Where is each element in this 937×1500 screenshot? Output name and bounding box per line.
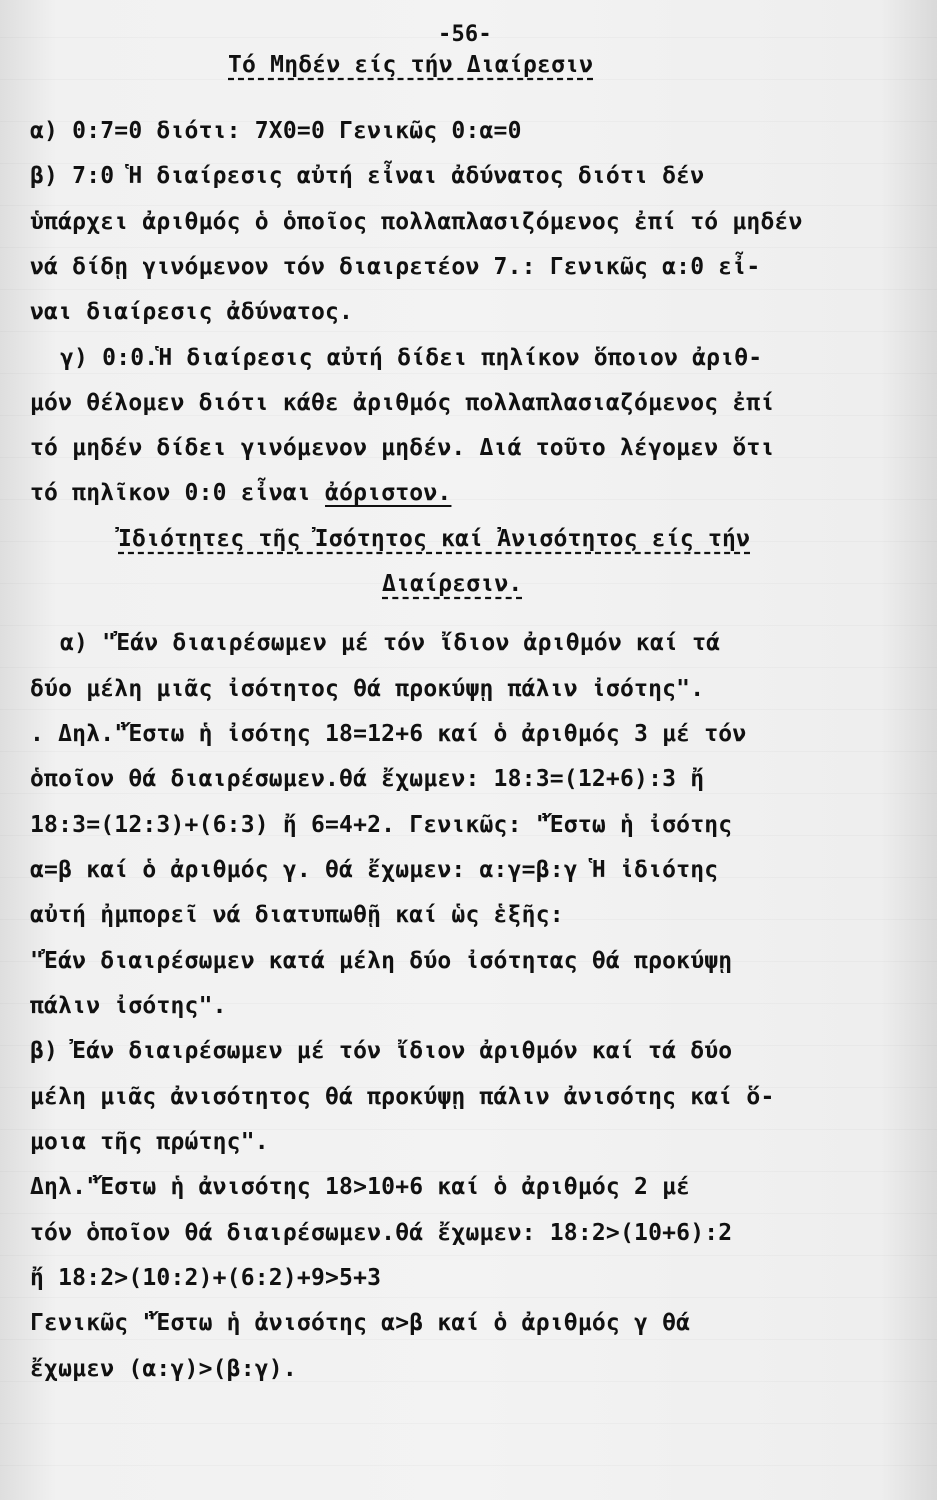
property-a-line: 18:3=(12:3)+(6:3) ἤ 6=4+2. Γενικῶς: "Ἔστω ἡ ἰσότης	[30, 812, 733, 838]
section-c-line: γ) 0:0.Ἡ διαίρεσις αὐτή δίδει πηλίκον ὅποιον ἀριθ-	[60, 345, 763, 371]
section-b-line: ναι διαίρεσις ἀδύνατος.	[30, 299, 354, 325]
property-a-line: . Δηλ."Ἔστω ἡ ἰσότης 18=12+6 καί ὁ ἀριθμός 3 μέ τόν	[30, 721, 747, 747]
property-a-line: πάλιν ἰσότης".	[30, 993, 227, 1019]
section-b-line: νά δίδῃ γινόμενον τόν διαιρετέον 7.: Γενικῶς α:0 εἶ-	[30, 254, 761, 280]
section-b-line: ὑπάρχει ἀριθμός ὁ ὁποῖος πολλαπλασιζόμενος ἐπί τό μηδέν	[30, 209, 803, 235]
property-a-line: αὐτή ἠμπορεῖ νά διατυπωθῇ καί ὡς ἑξῆς:	[30, 902, 564, 928]
property-a-line: δύο μέλη μιᾶς ἰσότητος θά προκύψῃ πάλιν ἰσότης".	[30, 676, 705, 702]
section-c-line: τό μηδέν δίδει γινόμενον μηδέν. Διά τοῦτο λέγομεν ὅτι	[30, 435, 775, 461]
property-b-line: μοια τῆς πρώτης".	[30, 1129, 269, 1155]
section-b-line: β) 7:0 Ἡ διαίρεσις αὐτή εἶναι ἀδύνατος διότι δέν	[30, 163, 705, 189]
property-b-line: Γενικῶς "Ἔστω ἡ ἀνισότης α>β καί ὁ ἀριθμός γ θά	[30, 1310, 691, 1336]
section-heading: Ἰδιότητες τῆς Ἰσότητος καί Ἀνισότητος είς τήν	[118, 526, 751, 552]
page-title: Τό Μηδέν είς τήν Διαίρεσιν	[228, 52, 594, 78]
section-heading: Διαίρεσιν.	[382, 571, 523, 597]
property-a-line: α) "Ἐάν διαιρέσωμεν μέ τόν ἴδιον ἀριθμόν καί τά	[60, 630, 721, 656]
property-b-line: Δηλ."Ἔστω ἡ ἀνισότης 18>10+6 καί ὁ ἀριθμός 2 μέ	[30, 1174, 691, 1200]
property-b-line: β) Ἐάν διαιρέσωμεν μέ τόν ἴδιον ἀριθμόν καί τά δύο	[30, 1038, 733, 1064]
property-b-line: τόν ὁποῖον θά διαιρέσωμεν.θά ἔχωμεν: 18:2>(10+6):2	[30, 1220, 733, 1246]
property-a-line: ὁποῖον θά διαιρέσωμεν.θά ἔχωμεν: 18:3=(12+6):3 ἤ	[30, 766, 705, 792]
page-number: -56-	[438, 22, 492, 47]
property-b-line: ἔχωμεν (α:γ)>(β:γ).	[30, 1356, 297, 1382]
section-c-line	[30, 480, 451, 506]
section-a-line: α) 0:7=0 διότι: 7Χ0=0 Γενικῶς 0:α=0	[30, 118, 522, 144]
property-b-line: ἤ 18:2>(10:2)+(6:2)+9>5+3	[30, 1265, 382, 1291]
section-c-text: τό πηλῖκον 0:0 εἶναι	[30, 480, 311, 506]
property-a-line: "Ἐάν διαιρέσωμεν κατά μέλη δύο ἰσότητας θά προκύψῃ	[30, 948, 733, 974]
indeterminate-word: ἀόριστον.	[325, 480, 452, 506]
property-b-line: μέλη μιᾶς ἀνισότητος θά προκύψῃ πάλιν ἀνισότης καί ὅ-	[30, 1084, 775, 1110]
section-c-line: μόν θέλομεν διότι κάθε ἀριθμός πολλαπλασιαζόμενος ἐπί	[30, 390, 775, 416]
property-a-line: α=β καί ὁ ἀριθμός γ. θά ἔχωμεν: α:γ=β:γ Ἡ ἰδιότης	[30, 857, 719, 883]
